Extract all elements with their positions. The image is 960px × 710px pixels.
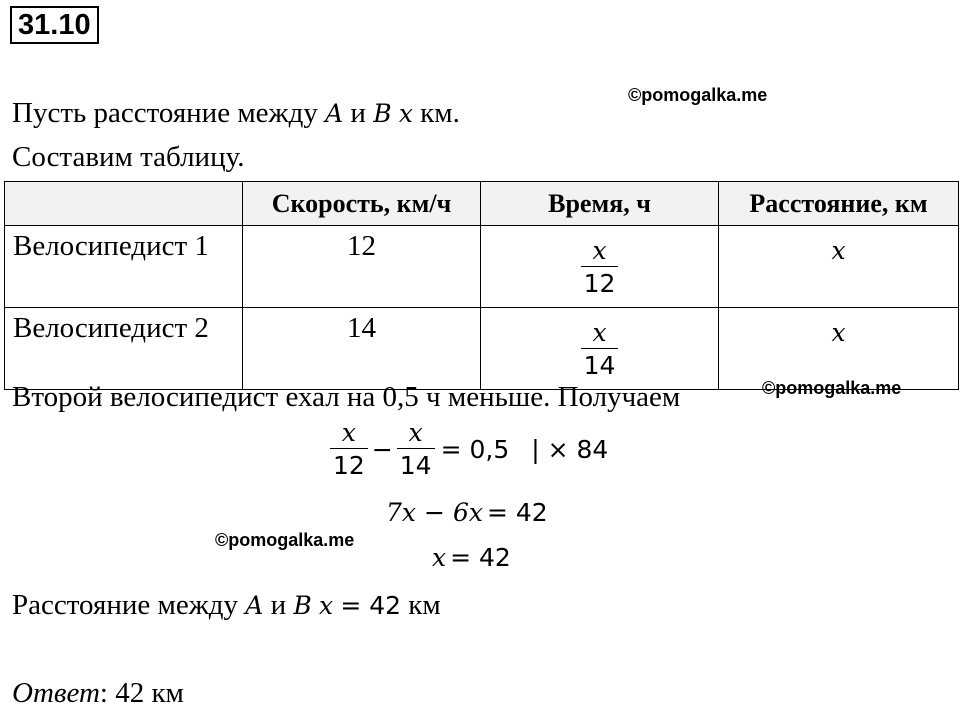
table-cell-name: Велосипедист 2 (5, 308, 243, 390)
table-cell-speed: 12 (243, 226, 481, 308)
conclusion-var-a: A (245, 591, 264, 620)
fraction-numerator: x (408, 418, 423, 447)
intro-unit: км. (420, 97, 460, 129)
watermark: ©pomogalka.me (762, 378, 902, 398)
table-cell-speed: 14 (243, 308, 481, 390)
time-fraction (581, 317, 619, 380)
make-table-text: Составим таблицу. (12, 141, 245, 173)
step2-line (386, 498, 548, 527)
minus-sign: − (424, 498, 445, 527)
fraction-denominator: 14 (397, 448, 435, 478)
fraction-numerator: x (341, 418, 356, 447)
conclusion-rhs: = 42 (340, 591, 402, 620)
conclusion-var-b: B (293, 591, 312, 620)
time-fraction (581, 235, 619, 298)
equation-fraction-1 (330, 420, 368, 478)
table-header-cell: Скорость, км/ч (243, 182, 481, 226)
fraction-numerator: x (592, 235, 607, 265)
conclusion-line (12, 588, 441, 623)
conclusion-prefix: Расстояние между (12, 589, 238, 621)
minus-sign: − (371, 434, 393, 464)
equation-fraction-2 (397, 420, 435, 478)
fraction-denominator: 12 (581, 266, 619, 296)
answer-line (12, 676, 184, 710)
watermark: ©pomogalka.me (628, 85, 768, 105)
table-cell-name: Велосипедист 1 (5, 226, 243, 308)
equation-line (330, 420, 608, 478)
step2-rhs: = 42 (486, 498, 548, 527)
intro-var-b: B (373, 99, 392, 128)
conclusion-var-x: x (318, 591, 334, 620)
table-cell-time (481, 226, 719, 308)
problem-number: 31.10 (10, 6, 99, 44)
step3-var-x: x (432, 543, 447, 572)
fraction-denominator: 12 (330, 448, 368, 478)
table-cell-distance (719, 226, 959, 308)
intro-conj: и (350, 97, 366, 129)
step3-line (432, 543, 511, 572)
table-header-cell: Расстояние, км (719, 182, 959, 226)
conclusion-conj: и (270, 589, 287, 621)
table-header-row (5, 182, 959, 226)
conclusion-unit: км (408, 589, 441, 621)
answer-label: Ответ (12, 677, 100, 709)
equation-multiplier: | × 84 (531, 434, 609, 464)
intro-line (12, 96, 460, 131)
table-header-cell: Время, ч (481, 182, 719, 226)
distance-value: x (831, 318, 846, 347)
intro-prefix: Пусть расстояние между (12, 97, 318, 129)
watermark: ©pomogalka.me (215, 530, 355, 550)
intro-var-x: x (398, 99, 413, 128)
step3-rhs: = 42 (450, 543, 511, 572)
distance-value: x (831, 236, 846, 265)
answer-value: : 42 км (99, 677, 184, 709)
step2-term-a: 7x (386, 498, 417, 527)
data-table (4, 181, 959, 390)
table-cell-time (481, 308, 719, 390)
fraction-denominator: 14 (581, 348, 619, 378)
equation-rhs: = 0,5 (440, 434, 510, 464)
fraction-numerator: x (592, 317, 607, 347)
step2-term-b: 6x (452, 498, 483, 527)
table-row (5, 226, 959, 308)
condition-text: Второй велосипедист ехал на 0,5 ч меньше. Получаем (12, 381, 681, 413)
intro-var-a: A (325, 99, 344, 128)
table-header-cell (5, 182, 243, 226)
